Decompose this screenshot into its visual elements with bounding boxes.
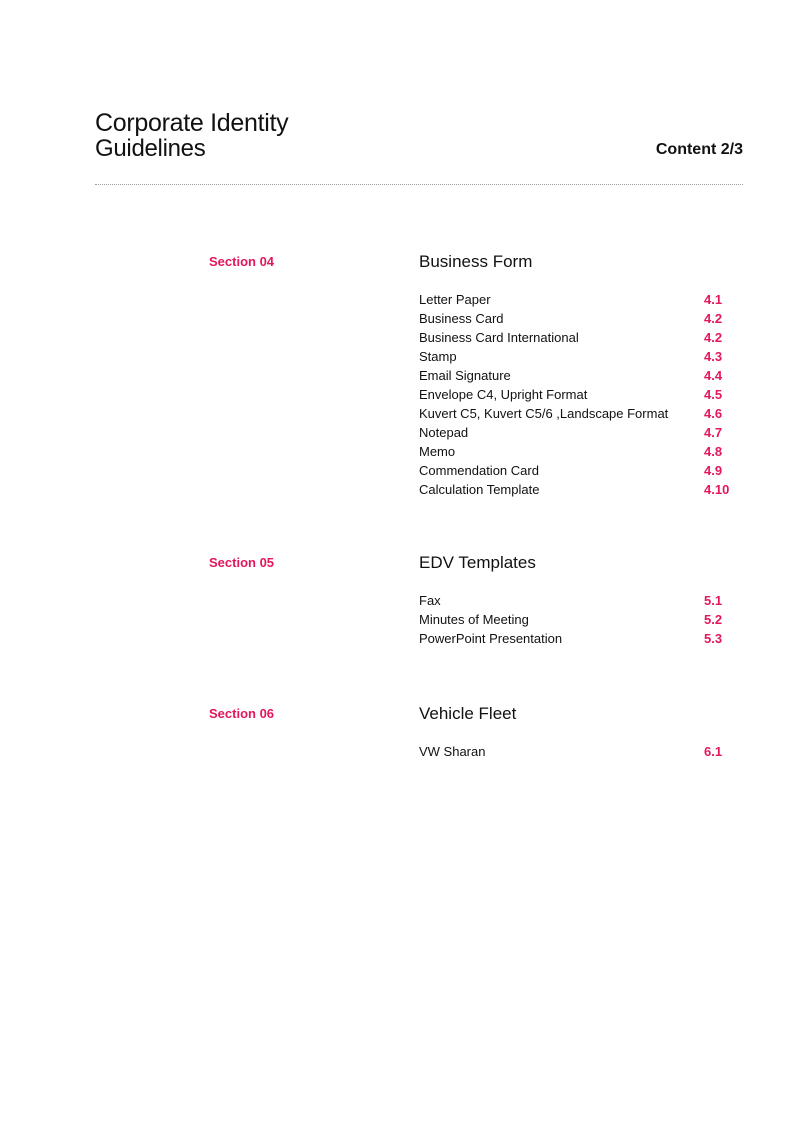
section-item-list bbox=[419, 742, 731, 761]
item-label: VW Sharan bbox=[419, 744, 486, 759]
title-line-1: Corporate Identity bbox=[95, 109, 289, 137]
item-number: 4.10 bbox=[704, 482, 730, 497]
list-item[interactable] bbox=[419, 290, 731, 309]
item-number: 4.2 bbox=[704, 311, 723, 326]
item-label: PowerPoint Presentation bbox=[419, 631, 563, 646]
item-number: 5.2 bbox=[704, 612, 723, 627]
item-label: Fax bbox=[419, 593, 441, 608]
list-item[interactable] bbox=[419, 404, 731, 423]
section-item-list bbox=[419, 591, 731, 648]
list-item[interactable] bbox=[419, 629, 731, 648]
item-number: 4.5 bbox=[704, 387, 723, 402]
item-number: 4.2 bbox=[704, 330, 723, 345]
item-label: Minutes of Meeting bbox=[419, 612, 529, 627]
page-label: Content 2/3 bbox=[655, 141, 743, 158]
list-item[interactable] bbox=[419, 347, 731, 366]
item-number: 4.4 bbox=[704, 368, 723, 383]
section-label: Section 04 bbox=[209, 254, 275, 269]
title-line-2: Guidelines bbox=[95, 135, 206, 162]
item-label: Commendation Card bbox=[419, 463, 539, 478]
item-number: 4.7 bbox=[704, 425, 723, 440]
section-title: Vehicle Fleet bbox=[419, 704, 517, 723]
list-item[interactable] bbox=[419, 309, 731, 328]
list-item[interactable] bbox=[419, 385, 731, 404]
list-item[interactable] bbox=[419, 328, 731, 347]
section-item-list bbox=[419, 290, 731, 499]
item-number: 4.8 bbox=[704, 444, 723, 459]
item-label: Kuvert C5, Kuvert C5/6 ,Landscape Format bbox=[419, 406, 669, 421]
item-number: 5.3 bbox=[704, 631, 723, 646]
list-item[interactable] bbox=[419, 423, 731, 442]
item-label: Letter Paper bbox=[419, 292, 491, 307]
section-title: EDV Templates bbox=[419, 553, 536, 572]
item-number: 4.9 bbox=[704, 463, 723, 478]
list-item[interactable] bbox=[419, 461, 731, 480]
list-item[interactable] bbox=[419, 442, 731, 461]
item-number: 4.1 bbox=[704, 292, 723, 307]
header-divider bbox=[95, 184, 743, 185]
item-label: Business Card International bbox=[419, 330, 579, 345]
list-item[interactable] bbox=[419, 366, 731, 385]
item-number: 4.3 bbox=[704, 349, 723, 364]
section-title: Business Form bbox=[419, 252, 533, 271]
list-item[interactable] bbox=[419, 591, 731, 610]
item-label: Business Card bbox=[419, 311, 504, 326]
item-label: Envelope C4, Upright Format bbox=[419, 387, 588, 402]
list-item[interactable] bbox=[419, 480, 731, 499]
item-label: Memo bbox=[419, 444, 456, 459]
item-label: Notepad bbox=[419, 425, 469, 440]
item-number: 5.1 bbox=[704, 593, 723, 608]
section-label: Section 06 bbox=[209, 706, 275, 721]
item-label: Email Signature bbox=[419, 368, 511, 383]
item-number: 4.6 bbox=[704, 406, 723, 421]
list-item[interactable] bbox=[419, 610, 731, 629]
item-number: 6.1 bbox=[704, 744, 723, 759]
section-label: Section 05 bbox=[209, 555, 275, 570]
document-title bbox=[95, 109, 288, 161]
item-label: Calculation Template bbox=[419, 482, 540, 497]
list-item[interactable] bbox=[419, 742, 731, 761]
item-label: Stamp bbox=[419, 349, 457, 364]
